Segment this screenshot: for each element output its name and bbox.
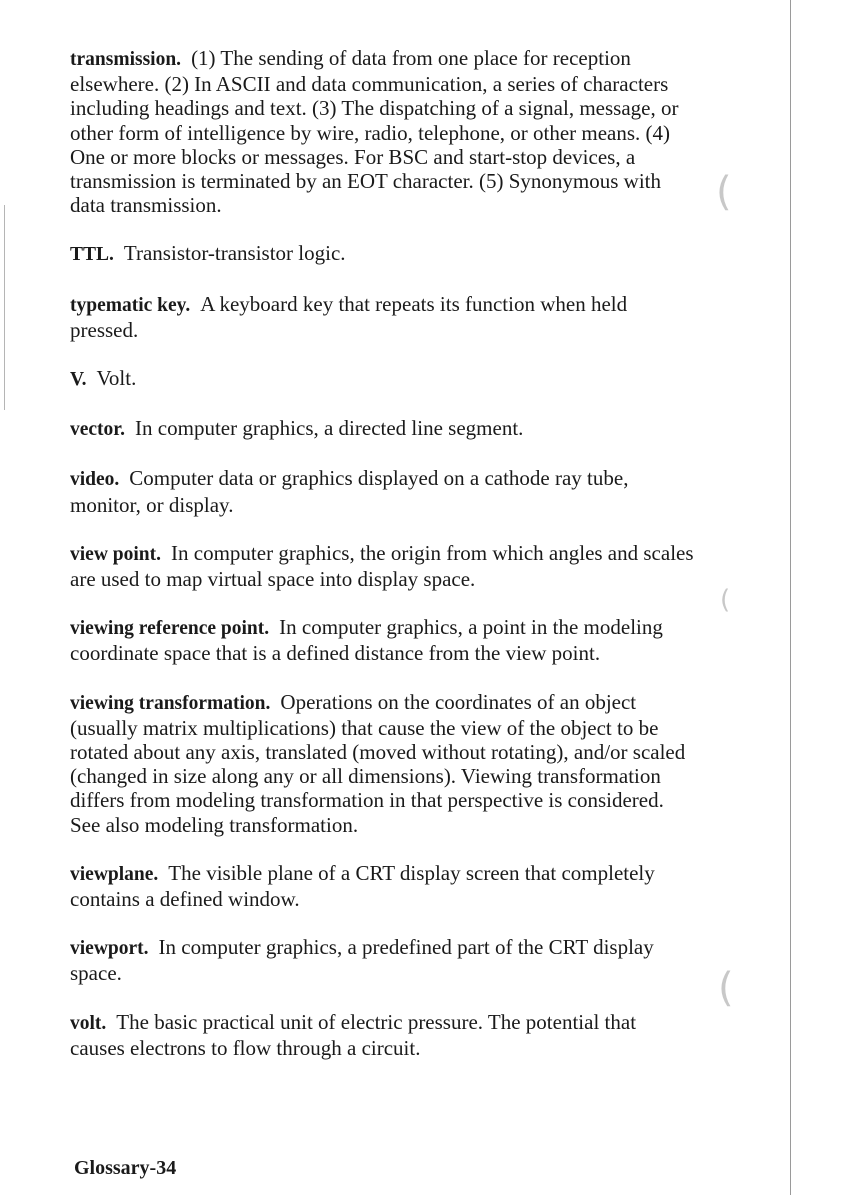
hole-punch-mark: (: [720, 585, 731, 615]
glossary-entry: [70, 416, 695, 442]
glossary-entry: [70, 861, 695, 911]
glossary-term: viewport.: [70, 938, 149, 960]
glossary-entry: [70, 466, 695, 516]
glossary-definition: In computer graphics, a point in the modeling coordinate space that is a defined distance from the view point.: [70, 615, 663, 666]
glossary-definition: (1) The sending of data from one place for reception elsewhere. (2) In ASCII and data communication, a series of characters including headings and text. (3) The dispatching of a signal, message, or other form of intelligence by wire, radio, telephone, or other means. (4) One or more blocks or messages. For BSC and start-stop devices, a transmission is terminated by an EOT character. (5) Synonymous with data transmission.: [70, 46, 679, 218]
glossary-definition: In computer graphics, a directed line segment.: [135, 416, 524, 441]
glossary-definition: Computer data or graphics displayed on a cathode ray tube, monitor, or display.: [70, 466, 629, 517]
glossary-entries: [70, 46, 695, 1084]
glossary-definition: Volt.: [96, 366, 137, 391]
glossary-term: volt.: [70, 1012, 107, 1034]
glossary-definition: Operations on the coordinates of an object (usually matrix multiplications) that cause the view of the object to be rotated about any axis, translated (moved without rotating), and/or scaled (changed in size along any or all dimensions). Viewing transformation differs from modeling transformation in that perspective is considered. See also modeling transformation.: [70, 689, 686, 837]
glossary-term: video.: [70, 469, 120, 491]
glossary-term: TTL.: [70, 244, 114, 266]
glossary-definition: In computer graphics, the origin from which angles and scales are used to map virtual space into display space.: [70, 540, 694, 592]
glossary-term: viewplane.: [70, 863, 159, 885]
hole-punch-mark: (: [718, 965, 734, 1011]
glossary-term: view point.: [70, 543, 162, 565]
glossary-definition: In computer graphics, a predefined part of the CRT display space.: [70, 935, 654, 986]
glossary-term: typematic key.: [70, 294, 191, 316]
glossary-entry: [70, 46, 695, 217]
glossary-entry: [70, 1010, 695, 1060]
glossary-definition: Transistor-transistor logic.: [123, 241, 346, 266]
glossary-term: vector.: [70, 419, 126, 441]
glossary-entry: [70, 615, 695, 665]
glossary-term: V.: [70, 369, 87, 391]
glossary-term: transmission.: [70, 49, 182, 70]
glossary-term: viewing transformation.: [70, 692, 271, 714]
glossary-entry: [70, 935, 695, 985]
glossary-term: viewing reference point.: [70, 618, 270, 640]
glossary-definition: The visible plane of a CRT display screen that completely contains a defined window.: [70, 860, 655, 912]
glossary-definition: The basic practical unit of electric pressure. The potential that causes electrons to flow through a circuit.: [70, 1009, 637, 1060]
glossary-definition: A keyboard key that repeats its function when held pressed.: [70, 291, 628, 342]
glossary-entry: [70, 366, 695, 392]
glossary-entry: [70, 292, 695, 342]
hole-punch-mark: (: [716, 169, 732, 215]
binding-edge-line: [790, 0, 791, 1195]
glossary-entry: [70, 690, 695, 837]
glossary-entry: [70, 241, 695, 267]
page-number-footer: Glossary-34: [74, 1157, 177, 1179]
scan-margin-line: [4, 205, 5, 410]
glossary-entry: [70, 541, 695, 591]
